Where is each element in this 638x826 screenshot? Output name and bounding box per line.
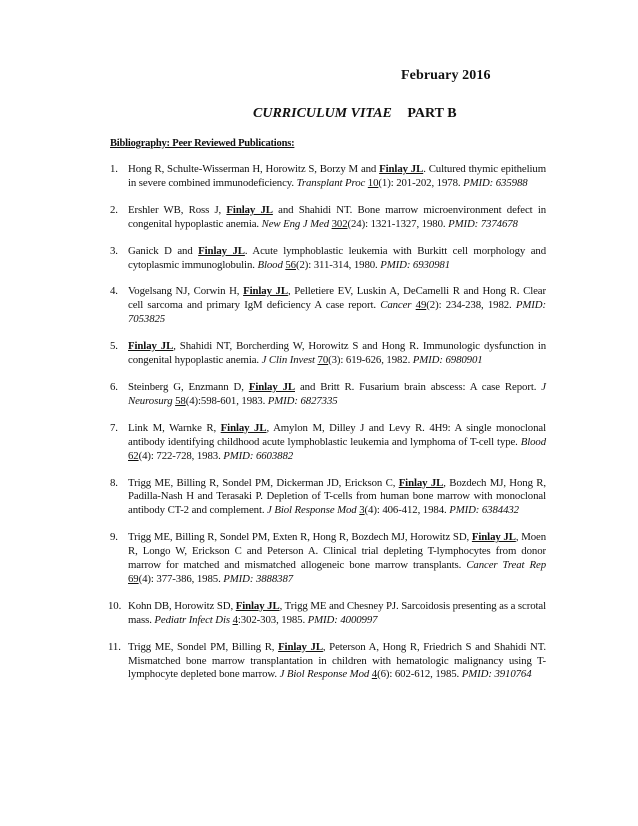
reference-volume: 10 [367, 176, 379, 189]
reference-authors: Ershler WB, Ross J, [128, 203, 227, 216]
reference-pmid: PMID: 3910764 [461, 668, 532, 681]
reference-item [110, 422, 546, 464]
highlighted-author: Finlay JL [220, 421, 267, 434]
reference-journal: Cancer [380, 299, 412, 312]
document-title [253, 106, 457, 122]
reference-list [110, 163, 546, 695]
reference-authors: Trigg ME, Billing R, Sondel PM, Dickerman JD, Erickson C, [128, 476, 399, 489]
reference-citation: (4): 406-412, 1984. [364, 504, 450, 517]
reference-authors: Ganick D and [128, 244, 199, 257]
reference-journal: Blood [520, 435, 546, 448]
reference-pmid: PMID: 6827335 [267, 394, 338, 407]
highlighted-author: Finlay JL [248, 380, 295, 393]
reference-number: 11. [108, 640, 121, 653]
reference-number: 3. [110, 244, 118, 257]
reference-pmid: PMID: 635988 [463, 176, 528, 189]
reference-pmid: PMID: 6980901 [412, 354, 483, 367]
reference-volume: 4 [371, 668, 378, 681]
reference-journal: Blood [257, 258, 283, 271]
reference-number: 8. [110, 476, 118, 489]
reference-title: , Amylon M, Dilley J and Levy R. 4H9: A single monoclonal antibody identifying childhood acute lymphoblastic leukemia and lymphoma of T-cell type. [128, 421, 546, 448]
reference-number: 2. [110, 203, 118, 216]
reference-pmid: PMID: 3888387 [223, 572, 294, 585]
reference-title: , Pelletiere EV, Luskin A, DeCamelli R and Hong R. Clear cell sarcoma and primary IgM deficiency A case report. [128, 285, 546, 312]
reference-authors: Trigg ME, Billing R, Sondel PM, Exten R, Hong R, Bozdech MJ, Horowitz SD, [128, 531, 472, 544]
reference-title: , Moen R, Longo W, Erickson C and Peterson A. Clinical trial depleting T-lymphocytes from donor marrow for matched and mismatched allogeneic bone marrow transplants. [128, 531, 546, 572]
highlighted-author: Finlay JL [226, 203, 273, 216]
reference-title: , Bozdech MJ, Hong R, Padilla-Nash H and Terasaki P. Depletion of T-cells from human bone marrow with monoclonal antibody CT-2 and complement. [128, 476, 546, 517]
reference-journal: Cancer Treat Rep [466, 559, 546, 572]
reference-pmid: PMID: 4000997 [307, 613, 378, 626]
reference-journal: New Eng J Med [261, 217, 329, 230]
reference-citation: (24): 1321-1327, 1980. [347, 217, 449, 230]
reference-citation: (4): 722-728, 1983. [138, 449, 224, 462]
highlighted-author: Finlay JL [471, 531, 516, 544]
reference-number: 1. [110, 163, 118, 175]
reference-pmid: PMID: 7374678 [448, 217, 518, 230]
reference-title: , Shahidi NT, Borcherding W, Horowitz S and Hong R. Immunologic dysfunction in congenital hypoplastic anemia. [128, 340, 547, 367]
reference-item [110, 477, 546, 519]
reference-number: 9. [110, 531, 118, 544]
highlighted-author: Finlay JL [398, 476, 444, 489]
reference-volume: 56 [285, 258, 296, 271]
reference-pmid: PMID: 6384432 [449, 504, 519, 517]
reference-number: 6. [110, 380, 118, 393]
highlighted-author: Finlay JL [198, 244, 245, 257]
reference-volume: 302 [331, 217, 348, 230]
reference-journal: Pediatr Infect Dis [154, 613, 230, 626]
reference-item [110, 531, 546, 587]
reference-item [110, 245, 546, 273]
reference-title: . Acute lymphoblastic leukemia with Burkitt cell morphology and cytoplasmic immunoglobulin. [128, 244, 546, 271]
highlighted-author: Finlay JL [235, 599, 280, 612]
reference-title: , Peterson A, Hong R, Friedrich S and Shahidi NT. Mismatched bone marrow transplantation in children with hematologic malignancy using T-lymphocyte depleted bone marrow. [128, 640, 546, 681]
reference-citation: (3): 619-626, 1982. [328, 354, 413, 367]
reference-number: 10. [108, 599, 122, 612]
reference-item [110, 600, 546, 628]
reference-item [110, 381, 546, 409]
reference-authors: Steinberg G, Enzmann D, [128, 380, 249, 393]
reference-citation: (2): 234-238, 1982. [426, 299, 516, 312]
reference-item [110, 641, 546, 683]
reference-title: , Trigg ME and Chesney PJ. Sarcoidosis presenting as a scrotal mass. [128, 599, 547, 626]
reference-authors: Kohn DB, Horowitz SD, [128, 599, 236, 612]
reference-title: and Shahidi NT. Bone marrow microenvironment defect in congenital hypoplastic anemia. [128, 203, 547, 230]
reference-number: 4. [110, 285, 118, 298]
reference-authors: Link M, Warnke R, [128, 421, 221, 434]
reference-volume: 62 [128, 449, 139, 462]
reference-number: 7. [110, 421, 118, 434]
reference-volume: 69 [128, 572, 139, 585]
reference-citation: (4):598-601, 1983. [185, 394, 268, 407]
reference-number: 5. [110, 340, 118, 353]
reference-journal: J Biol Response Mod [267, 504, 357, 517]
cv-title-text: CURRICULUM VITAE [253, 106, 392, 121]
reference-title: and Britt R. Fusarium brain abscess: A case Report. [295, 380, 542, 393]
reference-citation: (6): 602-612, 1985. [377, 668, 462, 681]
reference-item [110, 163, 546, 191]
section-heading: Bibliography: Peer Reviewed Publications: [110, 138, 295, 149]
reference-volume: 4 [232, 613, 238, 626]
reference-pmid: PMID: 6603882 [223, 449, 294, 462]
reference-volume: 49 [415, 299, 427, 312]
reference-pmid: PMID: 7053825 [128, 299, 546, 326]
highlighted-author: Finlay JL [128, 340, 174, 353]
document-date: February 2016 [401, 68, 491, 83]
reference-volume: 58 [175, 394, 186, 407]
reference-authors: Trigg ME, Sondel PM, Billing R, [128, 640, 279, 653]
highlighted-author: Finlay JL [379, 163, 424, 175]
reference-citation: (1): 201-202, 1978. [378, 176, 464, 189]
reference-pmid: PMID: 6930981 [380, 258, 450, 271]
reference-journal: J Biol Response Mod [279, 668, 370, 681]
reference-citation: (4): 377-386, 1985. [138, 572, 224, 585]
cv-part-label: PART B [407, 106, 457, 121]
reference-authors: Vogelsang NJ, Corwin H, [128, 285, 244, 298]
reference-journal: J Clin Invest [261, 354, 315, 367]
reference-citation: :302-303, 1985. [237, 613, 308, 626]
reference-citation: (2): 311-314, 1980. [295, 258, 381, 271]
reference-item [110, 340, 546, 368]
reference-journal: J Neurosurg [128, 380, 546, 407]
reference-journal: Transplant Proc [296, 176, 366, 189]
reference-title: . Cultured thymic epithelium in severe combined immunodeficiency. [128, 163, 547, 189]
reference-volume: 3 [359, 504, 365, 517]
highlighted-author: Finlay JL [278, 640, 323, 653]
reference-authors: Hong R, Schulte-Wisserman H, Horowitz S, Borzy M and [128, 163, 380, 175]
reference-item [110, 204, 546, 232]
reference-volume: 70 [317, 354, 329, 367]
reference-item [110, 285, 546, 327]
highlighted-author: Finlay JL [243, 285, 288, 298]
